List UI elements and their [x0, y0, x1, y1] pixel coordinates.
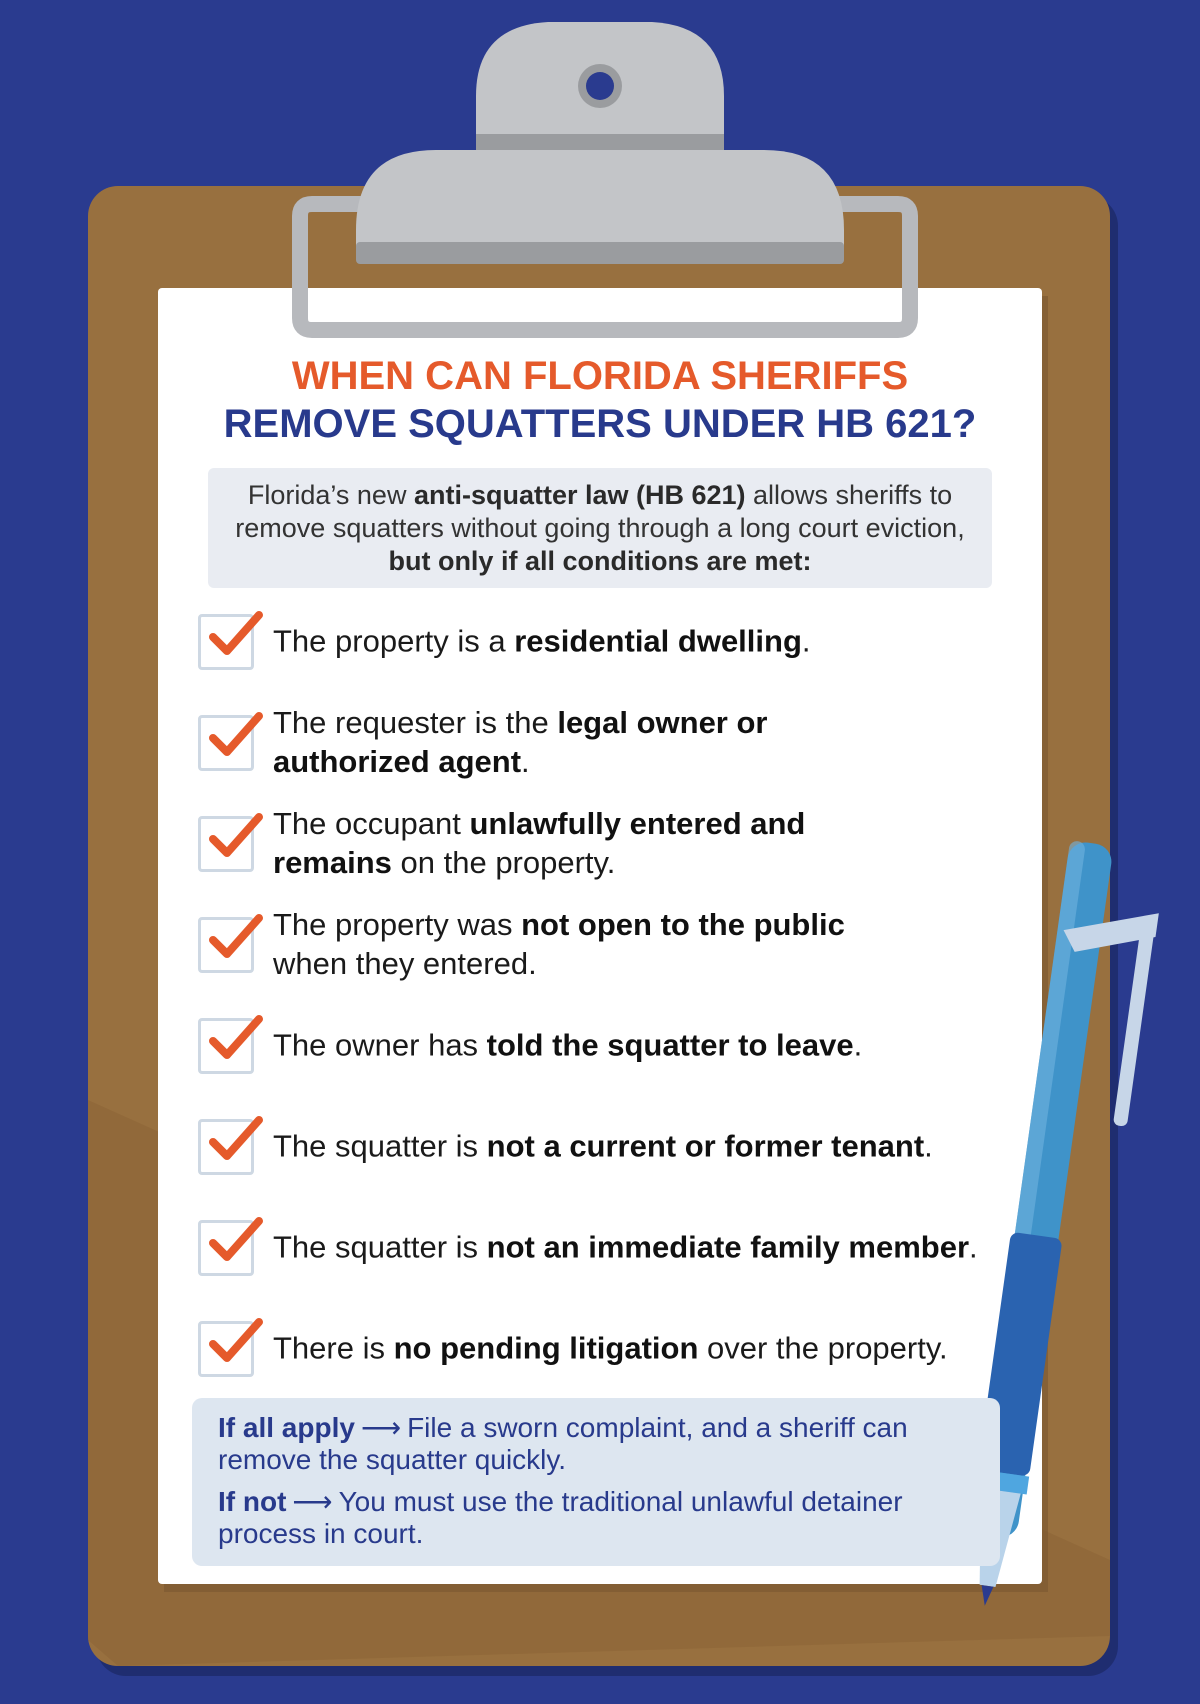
- checkmark-icon: [207, 1112, 263, 1164]
- condition-item: [198, 798, 1018, 888]
- condition-text: The squatter is not a current or former tenant.: [273, 1128, 933, 1164]
- condition-item: [198, 596, 1018, 686]
- condition-text: The squatter is not an immediate family member.: [273, 1229, 978, 1265]
- checkbox: [198, 1321, 254, 1377]
- outcome-yes-label: If all apply: [218, 1412, 355, 1443]
- checkbox: [198, 1018, 254, 1074]
- intro-condition-note: but only if all conditions are met:: [388, 546, 812, 576]
- page-title-line-2: REMOVE SQUATTERS UNDER HB 621?: [223, 402, 977, 446]
- condition-text: The property was not open to the public when they entered.: [273, 907, 845, 981]
- checkbox: [198, 614, 254, 670]
- condition-item: [198, 1202, 1018, 1292]
- condition-text: The requester is the legal owner or authorized agent.: [273, 705, 768, 779]
- outcome-box: [192, 1398, 1000, 1566]
- checkmark-icon: [207, 1314, 263, 1366]
- checkmark-icon: [207, 910, 263, 962]
- arrow-right-icon: ⟶: [360, 1412, 402, 1443]
- checkbox: [198, 1220, 254, 1276]
- outcome-no-label: If not: [218, 1486, 287, 1517]
- checkmark-icon: [207, 708, 263, 760]
- condition-text: The property is a residential dwelling.: [273, 623, 811, 659]
- checkbox: [198, 917, 254, 973]
- outcome-no: [218, 1486, 974, 1550]
- arrow-right-icon: ⟶: [292, 1486, 333, 1517]
- outcome-no-text: You must use the traditional unlawful detainer process in court.: [218, 1486, 903, 1549]
- condition-item: [198, 1303, 1018, 1393]
- outcome-yes: [218, 1412, 974, 1476]
- checkbox: [198, 816, 254, 872]
- condition-item: [198, 697, 1018, 787]
- page-title-line-1: WHEN CAN FLORIDA SHERIFFS: [291, 354, 909, 398]
- clipboard-clip-icon: [356, 22, 844, 264]
- outcome-yes-text: File a sworn complaint, and a sheriff can remove the squatter quickly.: [218, 1412, 908, 1475]
- checkmark-icon: [207, 1213, 263, 1265]
- intro-law-name: anti-squatter law (HB 621): [413, 480, 746, 510]
- condition-text: The occupant unlawfully entered and remains on the property.: [273, 806, 806, 880]
- intro-box: [208, 468, 992, 588]
- checkbox: [198, 715, 254, 771]
- condition-item: [198, 1101, 1018, 1191]
- checkbox: [198, 1119, 254, 1175]
- condition-text: There is no pending litigation over the property.: [273, 1330, 948, 1366]
- checkmark-icon: [207, 607, 263, 659]
- intro-middle: allows sheriffs to remove squatters without going through a long court eviction,: [235, 480, 965, 543]
- intro-prefix: Florida’s new: [247, 480, 414, 510]
- condition-text: The owner has told the squatter to leave.: [273, 1027, 863, 1063]
- condition-item: [198, 899, 1018, 989]
- condition-item: [198, 1000, 1018, 1090]
- checkmark-icon: [207, 1011, 263, 1063]
- checkmark-icon: [207, 809, 263, 861]
